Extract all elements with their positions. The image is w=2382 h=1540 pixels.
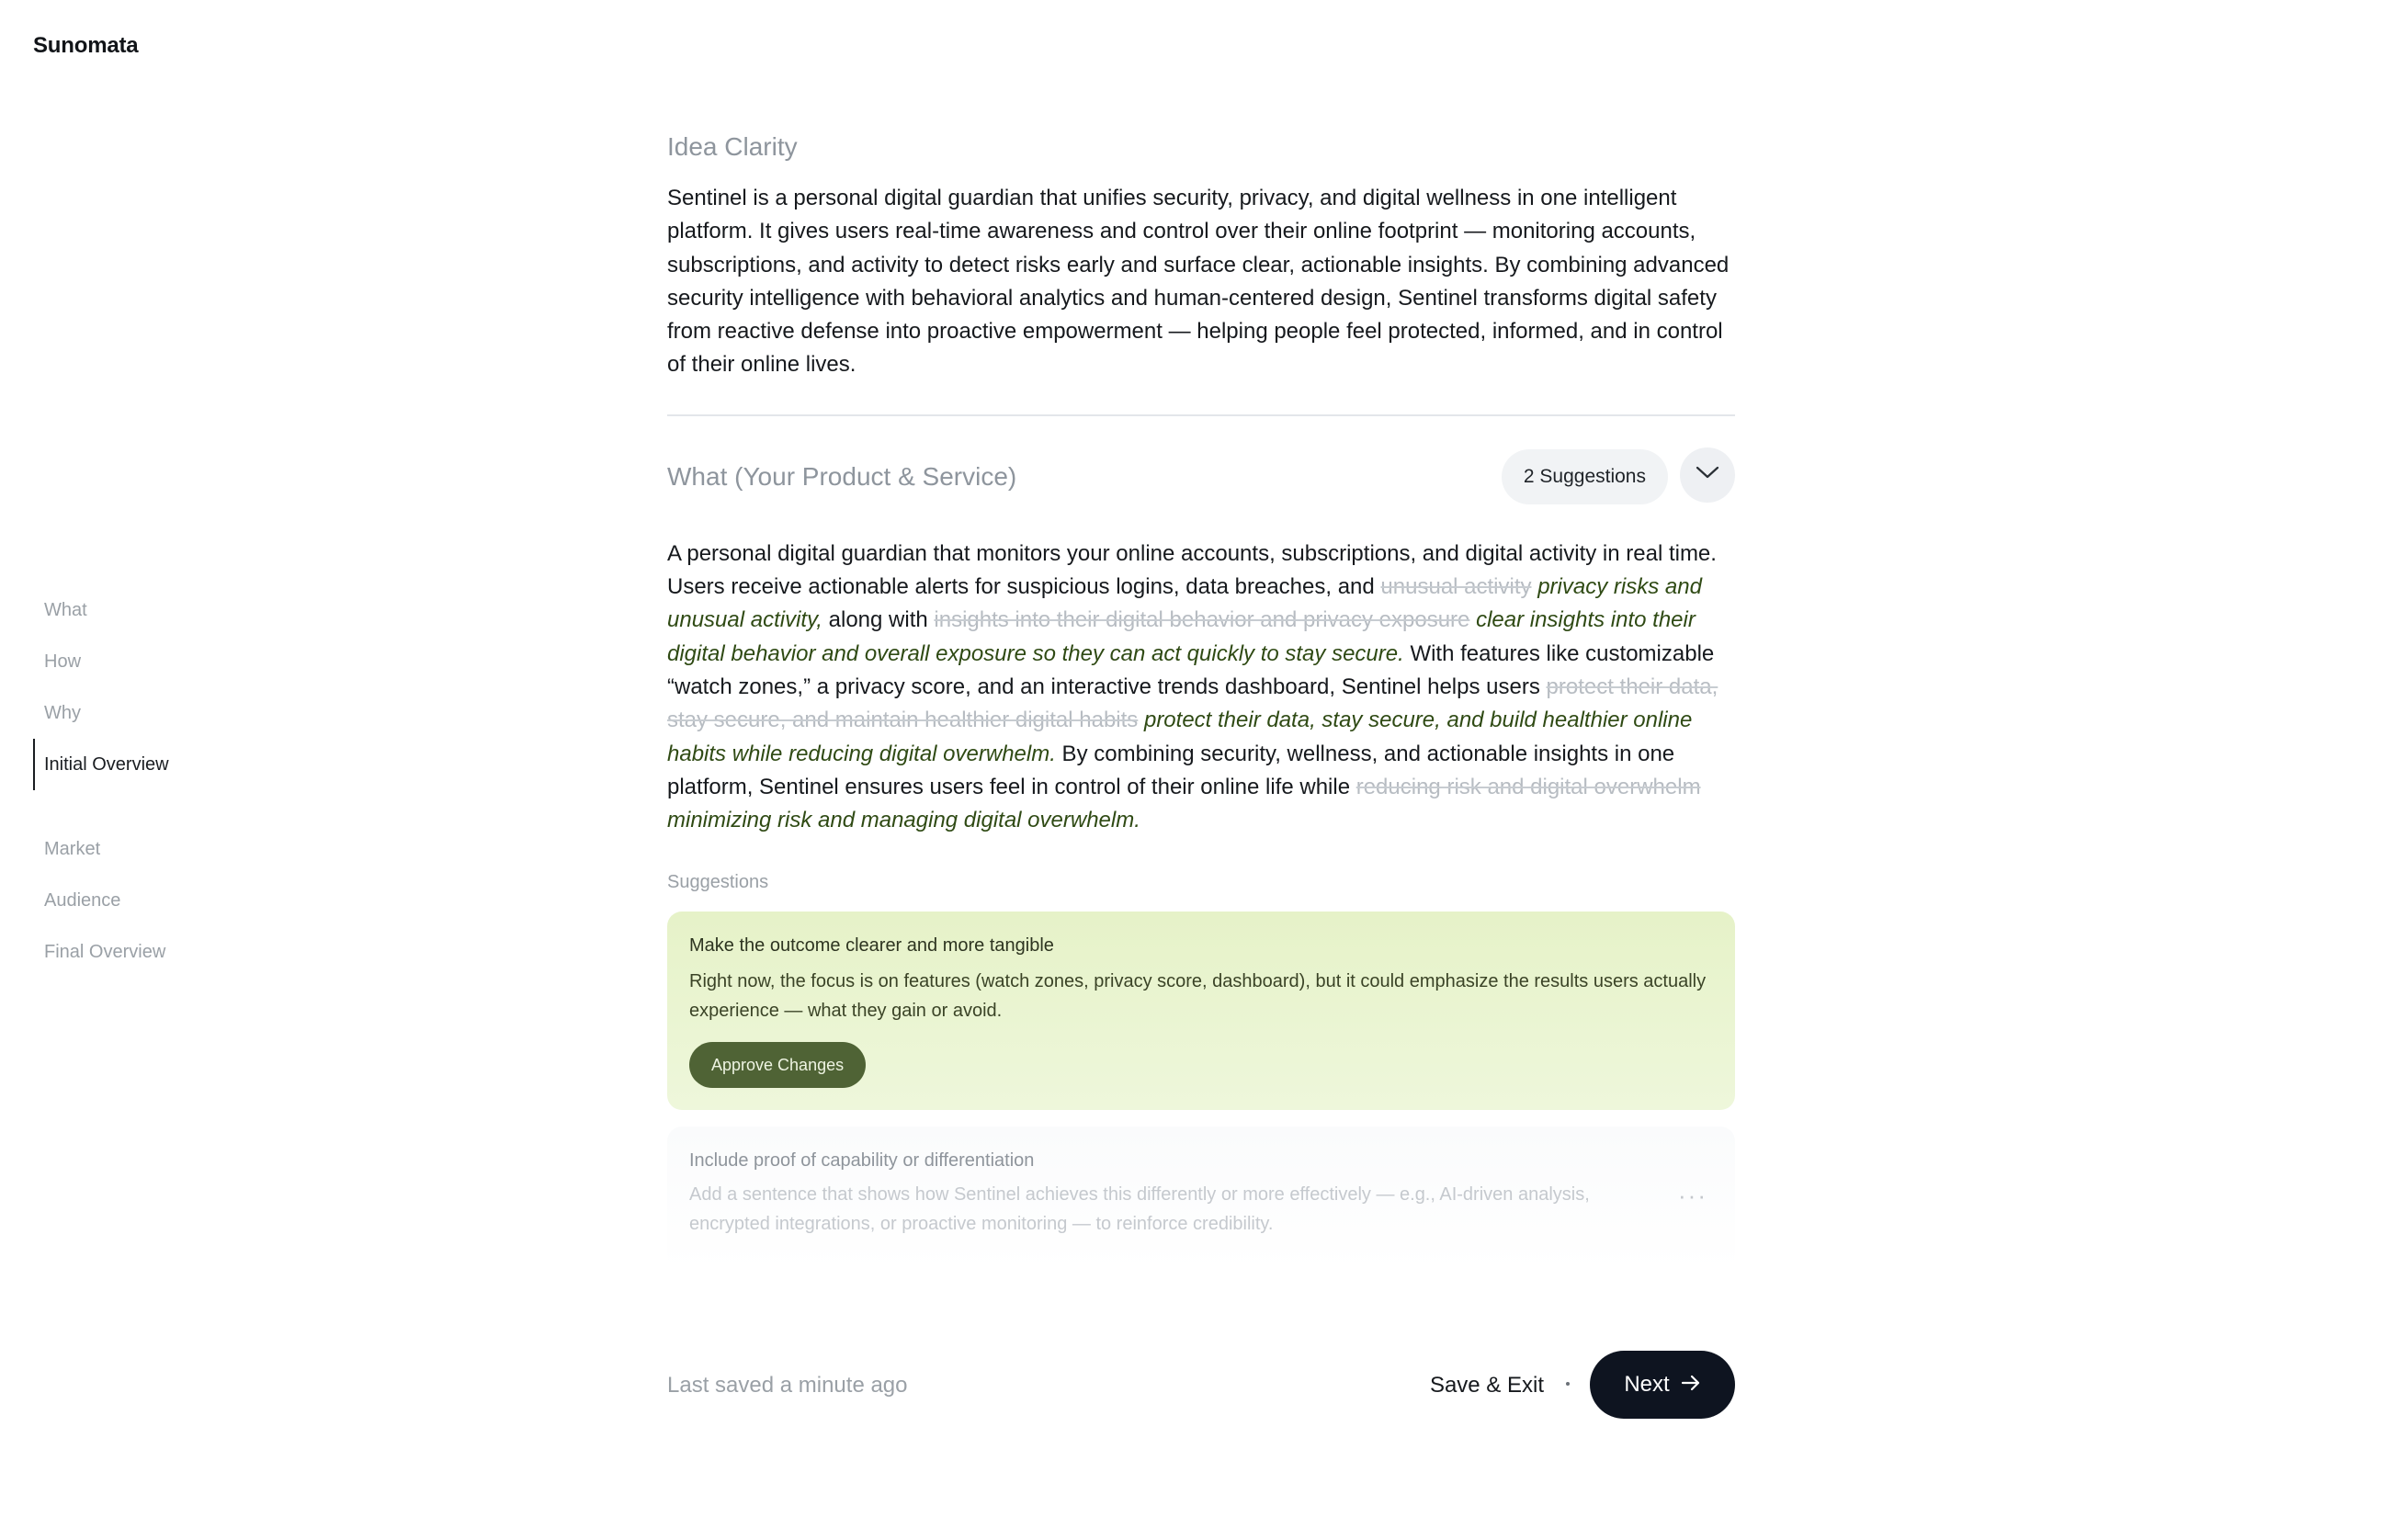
suggestion-body: Right now, the focus is on features (watch zones, privacy score, dashboard), but it could emphasize the results users actually experience — what they gain or avoid.: [689, 971, 1707, 1022]
nav-spacer: [33, 790, 272, 823]
app-logo: Sunomata: [33, 33, 139, 58]
what-section: [667, 447, 1735, 1271]
inserted-text: minimizing risk and managing digital overwhelm.: [667, 808, 1140, 833]
suggestion-title: Make the outcome clearer and more tangible: [689, 935, 1054, 957]
next-button[interactable]: [1590, 1351, 1735, 1419]
removed-text: reducing risk and digital overwhelm: [1355, 774, 1701, 799]
separator-dot: [1566, 1382, 1570, 1386]
inserted-text: clear insights into their digital behavior and overall exposure so they can act quickly to stay secure.: [667, 607, 1696, 666]
footer-bar: [667, 1351, 1735, 1419]
body-text: A personal digital guardian that monitors your online accounts, subscriptions, and digital activity in real time. Users receive actionable alerts for suspicious logins, data breaches, and: [667, 540, 1717, 600]
body-text: [1138, 708, 1144, 732]
suggestion-body: Add a sentence that shows how Sentinel achieves this differently or more effectively — e.g., AI-driven analysis, encrypted integrations, or proactive monitoring — to reinforce credibility.: [689, 1184, 1590, 1235]
nav-item-initial-overview[interactable]: Initial Overview: [33, 739, 272, 790]
save-exit-button[interactable]: Save & Exit: [1429, 1373, 1544, 1398]
what-section-header: [667, 447, 1735, 506]
main-content: [667, 132, 1735, 1270]
next-label: Next: [1624, 1372, 1670, 1397]
nav-item-market[interactable]: Market: [44, 839, 101, 859]
idea-clarity-title: Idea Clarity: [667, 132, 798, 161]
removed-text: insights into their digital behavior and privacy exposure: [934, 607, 1470, 633]
body-text: along with: [822, 607, 935, 633]
collapse-toggle-button[interactable]: [1680, 447, 1735, 503]
suggestions-count-badge[interactable]: 2 Suggestions: [1502, 449, 1668, 504]
removed-text: protect their data, stay secure, and maintain healthier digital habits: [667, 674, 1718, 733]
body-text: By combining security, wellness, and actionable insights in one platform, Sentinel ensures users feel in control of their online life while: [667, 741, 1675, 799]
save-status: Last saved a minute ago: [667, 1373, 908, 1398]
inserted-text: privacy risks and unusual activity,: [667, 574, 1702, 633]
nav-item-how[interactable]: How: [44, 651, 82, 672]
section-divider: [667, 414, 1735, 416]
what-section-title: What (Your Product & Service): [667, 461, 1017, 491]
arrow-right-icon: [1681, 1372, 1701, 1398]
nav-item-audience[interactable]: Audience: [44, 890, 121, 911]
suggestions-label: Suggestions: [667, 872, 769, 893]
what-section-text: [667, 538, 1735, 838]
suggestion-title: Include proof of capability or differentiation: [689, 1150, 1035, 1172]
removed-text: unusual activity: [1380, 574, 1532, 600]
nav-item-what[interactable]: What: [44, 600, 87, 620]
approve-changes-button[interactable]: Approve Changes: [689, 1042, 866, 1088]
section-nav: [33, 584, 272, 978]
inserted-text: protect their data, stay secure, and build healthier online habits while reducing digital overwhelm.: [667, 708, 1693, 766]
nav-item-final-overview[interactable]: Final Overview: [44, 942, 166, 962]
idea-clarity-text: Sentinel is a personal digital guardian that unifies security, privacy, and digital wellness in one intelligent platform. It gives users real-time awareness and control over their online footprint — monitoring accounts, subscriptions, and activity to detect risks early and surface clear, actionable insights. By combining advanced security intelligence with behavioral analytics and human-centered design, Sentinel transforms digital safety from reactive defense into proactive empowerment — helping people feel protected, informed, and in control of their online lives.: [667, 186, 1730, 378]
more-options-icon[interactable]: ···: [1678, 1182, 1707, 1210]
chevron-down-icon: [1696, 465, 1719, 484]
nav-item-why[interactable]: Why: [44, 703, 81, 723]
suggestion-card: [667, 912, 1735, 1110]
idea-clarity-section: [667, 132, 1735, 382]
suggestion-card-collapsed[interactable]: [667, 1127, 1735, 1270]
body-text: With features like customizable “watch zones,” a privacy score, and an interactive trends dashboard, Sentinel helps users: [667, 640, 1715, 699]
